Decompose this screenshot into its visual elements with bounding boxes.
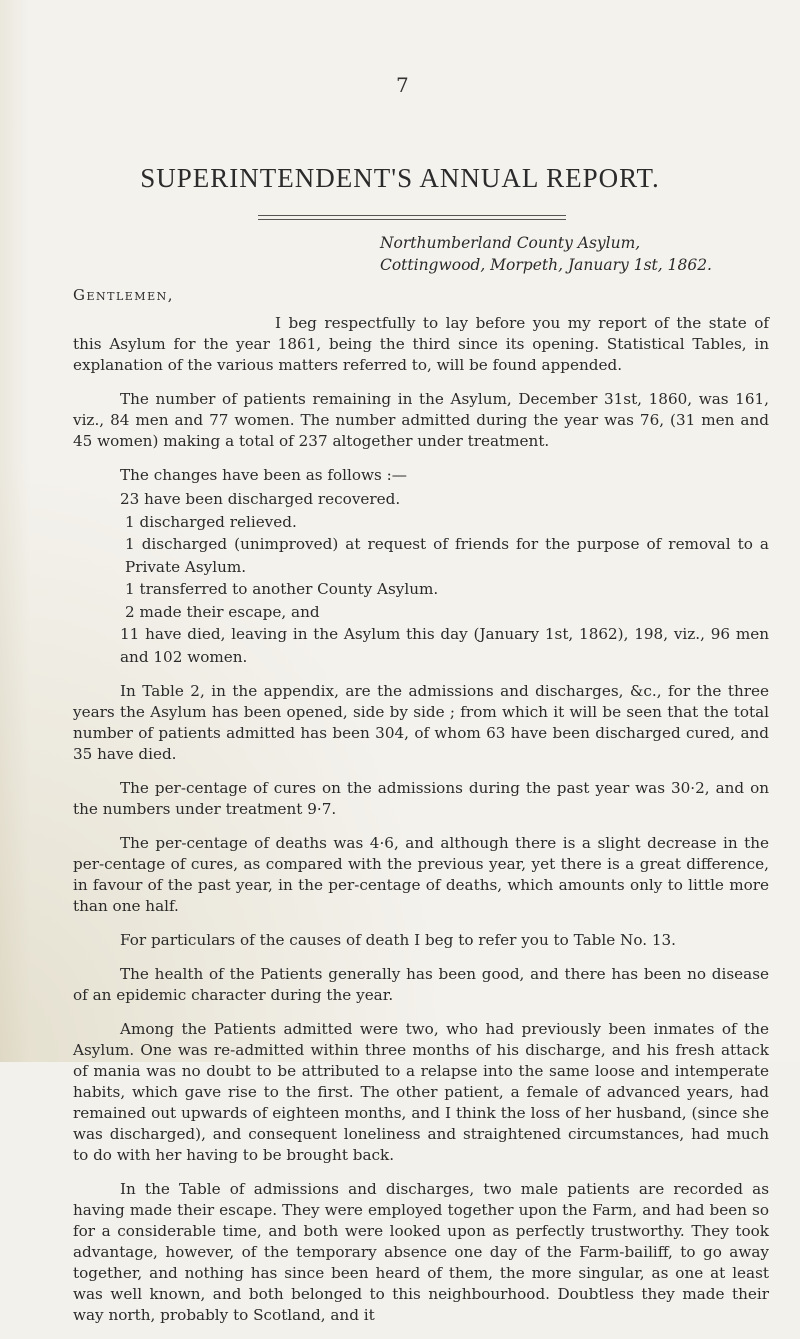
list-item: 2 made their escape, and: [125, 602, 320, 621]
paragraph-changes-heading: The changes have been as follows :—: [120, 466, 407, 484]
location-line-1: Northumberland County Asylum,: [379, 234, 641, 252]
paragraph-patient-numbers: The number of patients remaining in the Asylum, December 31st, 1860, was 161, viz., 84 men and 77 women. The number admitted during the year was 76, (31 men and 45 women) making a total of 237 altogether under treatment.: [73, 390, 769, 450]
list-item: 23 have been discharged recovered.: [120, 490, 401, 508]
list-item: 11 have died, leaving in the Asylum this day (January 1st, 1862), 198, viz., 96 men and 102 women.: [120, 625, 769, 666]
title-rule-top: [258, 215, 566, 216]
list-item: 1 transferred to another County Asylum.: [125, 580, 439, 598]
title-rule-bottom: [258, 219, 566, 220]
report-body: [73, 313, 769, 1339]
paragraph-cures-percentage: The per-centage of cures on the admissions during the past year was 30·2, and on the numbers under treatment 9·7.: [73, 779, 769, 818]
changes-list: [73, 488, 769, 668]
paragraph-readmissions: Among the Patients admitted were two, who had previously been inmates of the Asylum. One was re-admitted within three months of his discharge, and his fresh attack of mania was no doubt to be attributed to a relapse into the same loose and intemperate habits, which gave rise to the first. The other patient, a female of advanced years, had remained out upwards of eighteen months, and I think the loss of her husband, (since she was discharged), and consequent loneliness and straightened circumstances, had much to do with her having to be brought back.: [73, 1020, 769, 1164]
paragraph-table-2: In Table 2, in the appendix, are the admissions and discharges, &c., for the three years the Asylum has been opened, side by side ; from which it will be seen that the total number of patients admitted has been 304, of whom 63 have been discharged cured, and 35 have died.: [73, 682, 769, 763]
location-dateline: [380, 232, 712, 276]
paragraph-escapes: In the Table of admissions and discharges, two male patients are recorded as having made their escape. They were employed together upon the Farm, and had been so for a considerable time, and both were looked upon as perfectly trustworthy. They took advantage, however, of the temporary absence one day of the Farm-bailiff, to go away together, and nothing has since been heard of them, the more singular, as one at least was well known, and both belonged to this neighbourhood. Doubtless they made their way north, probably to Scotland, and it: [73, 1180, 769, 1324]
page-number: 7: [396, 73, 409, 97]
paragraph-causes-of-death: For particulars of the causes of death I beg to refer you to Table No. 13.: [120, 931, 677, 949]
paragraph-health: The health of the Patients generally has been good, and there has been no disease of an epidemic character during the year.: [73, 965, 769, 1004]
list-item: 1 discharged relieved.: [125, 512, 297, 531]
paragraph-deaths-percentage: The per-centage of deaths was 4·6, and although there is a slight decrease in the per-centage of cures, as compared with the previous year, yet there is a great difference, in favour of the past year, in the per-centage of deaths, which amounts only to little more than one half.: [73, 834, 769, 915]
location-line-2: Cottingwood, Morpeth, January 1st, 1862.: [379, 256, 712, 274]
paragraph-intro: I beg respectfully to lay before you my report of the state of this Asylum for the year 1861, being the third since its opening. Statistical Tables, in explanation of the various matters referred to, will be found appended.: [73, 314, 769, 374]
report-title: SUPERINTENDENT'S ANNUAL REPORT.: [140, 163, 660, 193]
list-item: 1 discharged (unimproved) at request of friends for the purpose of removal to a Private Asylum.: [125, 535, 769, 576]
salutation: Gentlemen,: [73, 286, 174, 304]
